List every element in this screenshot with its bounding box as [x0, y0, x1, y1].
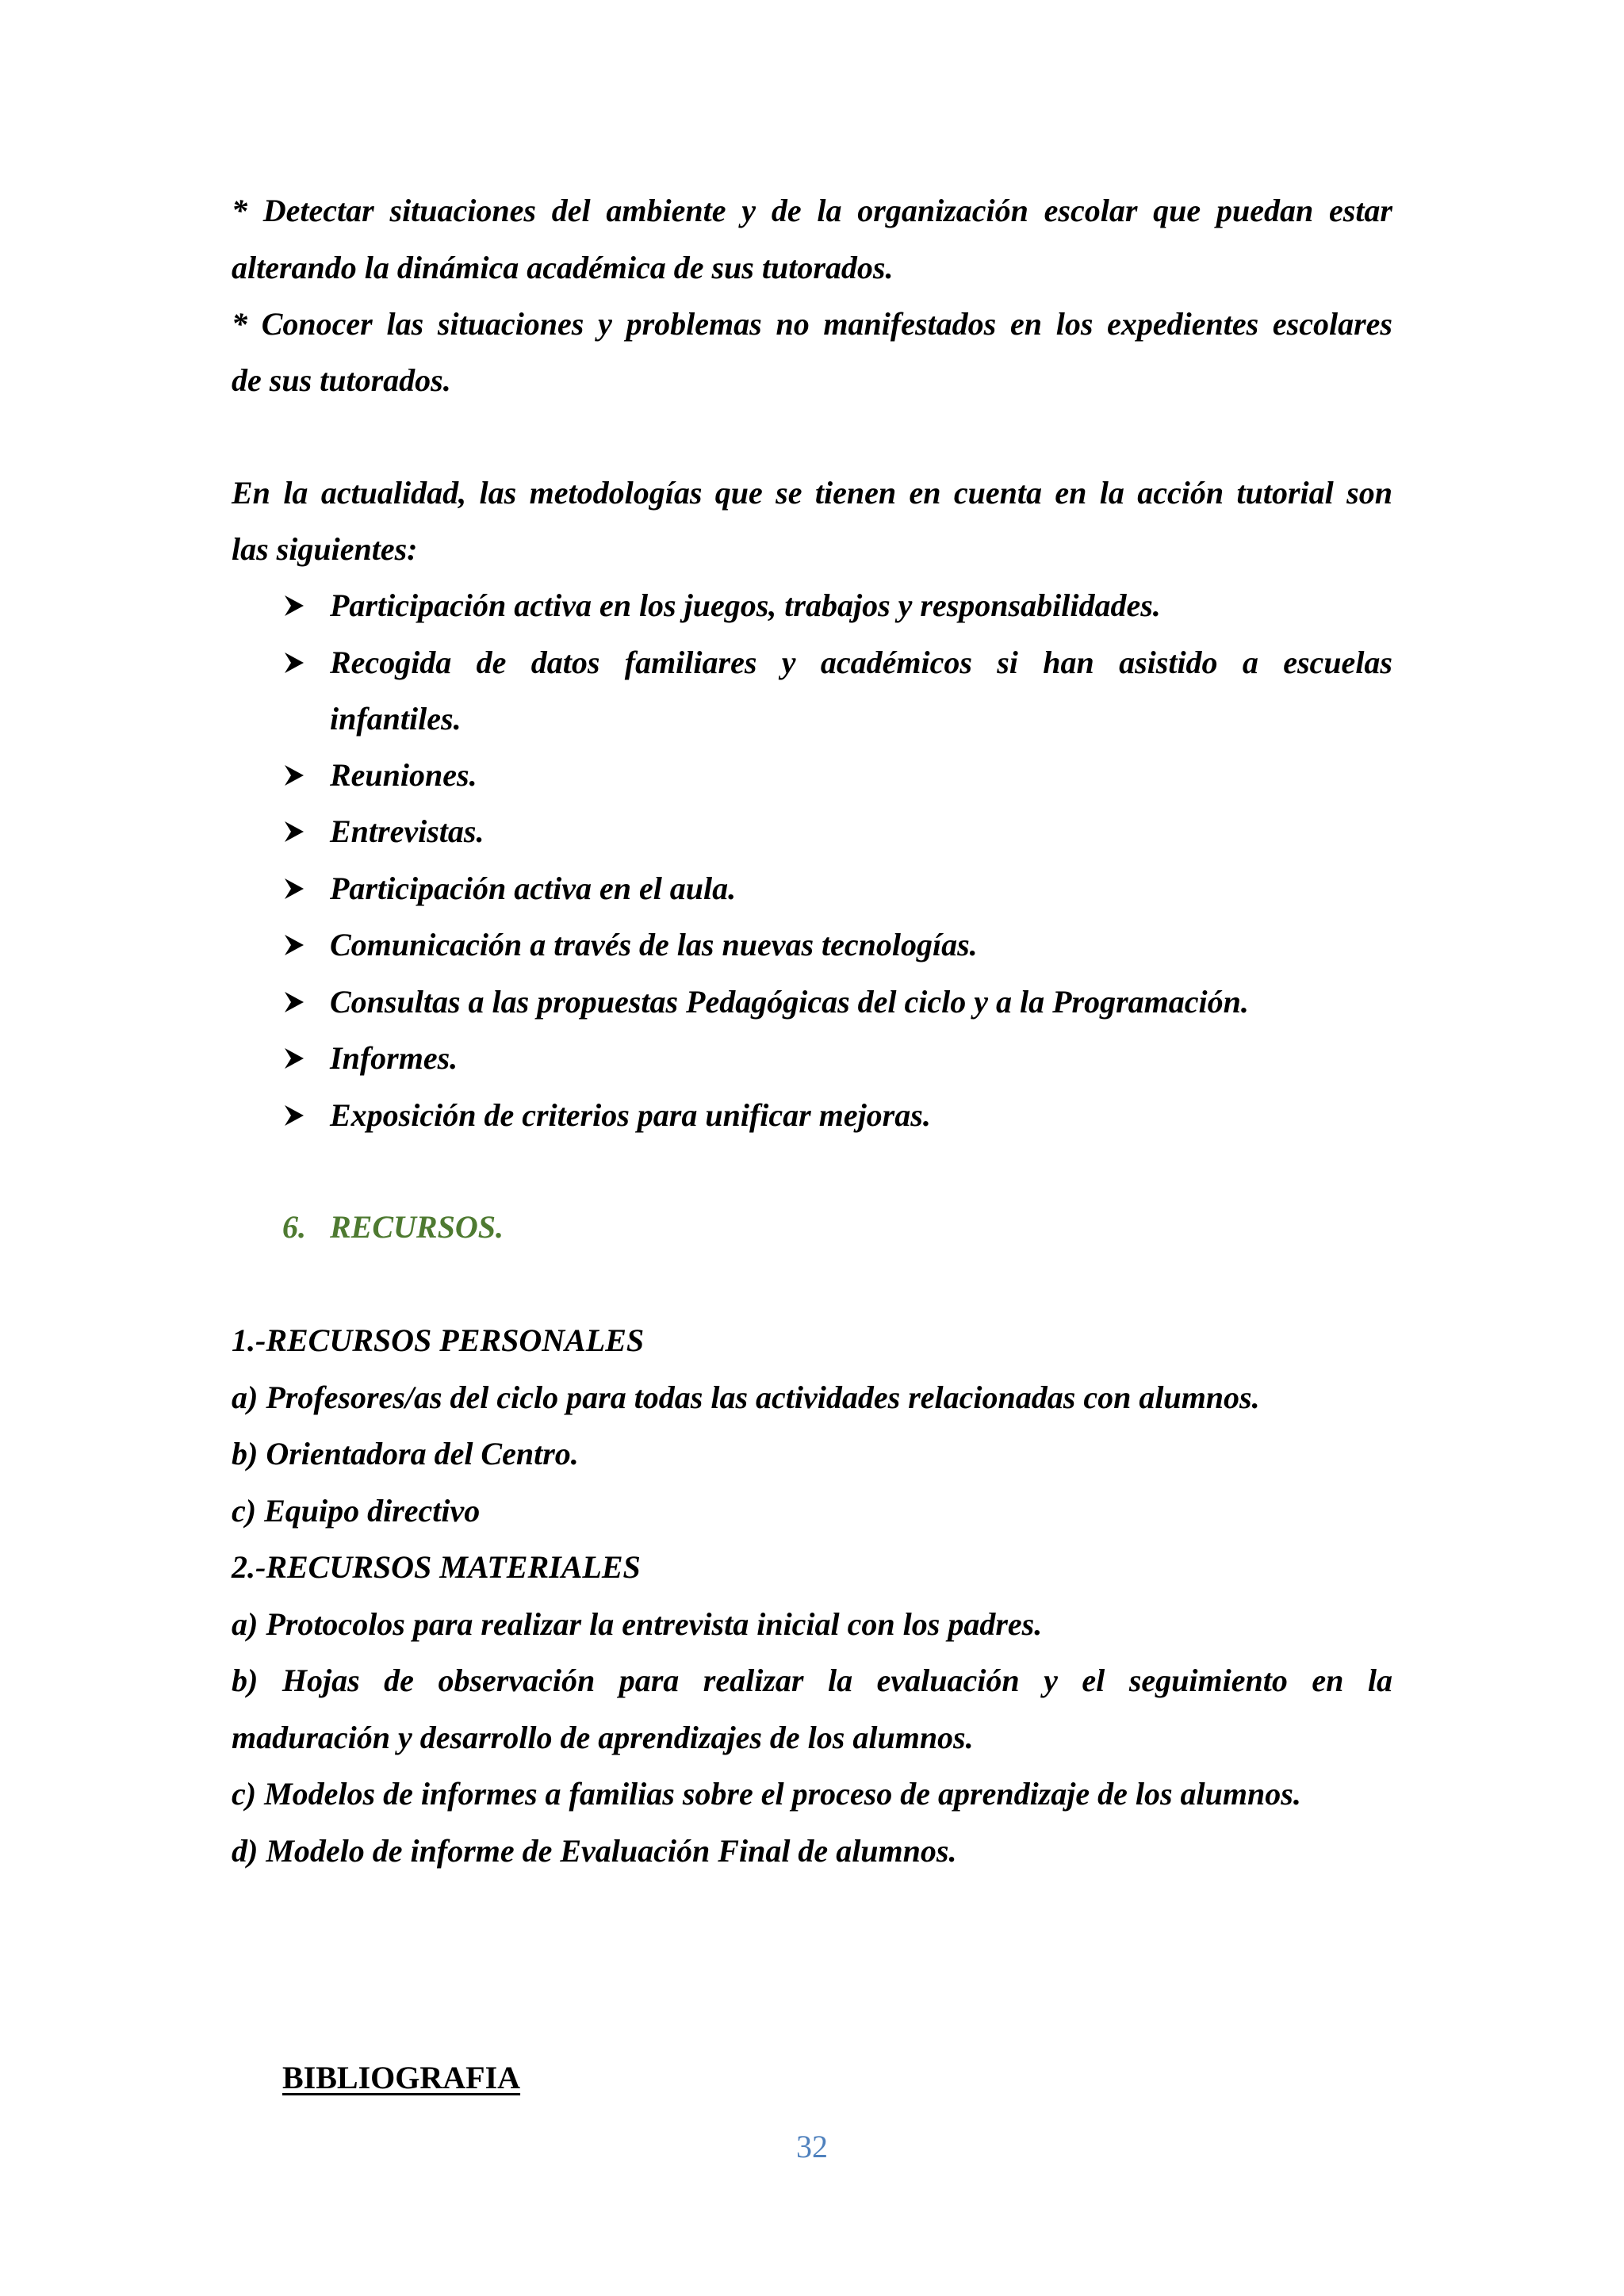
arrow-bullet-icon: [282, 763, 306, 787]
intro-line-1: * Detectar situaciones del ambiente y de la organización escolar que puedan estar: [232, 193, 1392, 228]
material-resource-item: d) Modelo de informe de Evaluación Final de alumnos.: [232, 1833, 957, 1869]
material-resource-item: a) Protocolos para realizar la entrevista inicial con los padres.: [232, 1606, 1043, 1642]
methodology-item: Participación activa en el aula.: [330, 871, 737, 906]
material-resource-item: b) Hojas de observación para realizar la evaluación y el seguimiento en la: [232, 1663, 1392, 1698]
methodology-item-continuation: infantiles.: [330, 701, 462, 737]
personal-resource-item: c) Equipo directivo: [232, 1493, 481, 1529]
arrow-bullet-icon: [282, 1047, 306, 1070]
arrow-bullet-icon: [282, 820, 306, 844]
methodology-item: Recogida de datos familiares y académicos si han asistido a escuelas: [330, 645, 1392, 680]
methodology-item: Reuniones.: [330, 757, 477, 793]
section-heading: [282, 1199, 504, 1256]
section-number: 6.: [282, 1209, 306, 1245]
material-resources-heading: 2.-RECURSOS MATERIALES: [232, 1549, 641, 1585]
personal-resource-item: b) Orientadora del Centro.: [232, 1436, 579, 1471]
material-resource-item-continuation: maduración y desarrollo de aprendizajes de los alumnos.: [232, 1720, 974, 1755]
intro-line-3: * Conocer las situaciones y problemas no manifestados en los expedientes escolares: [232, 306, 1392, 342]
arrow-bullet-icon: [282, 877, 306, 901]
personal-resources-heading: 1.-RECURSOS PERSONALES: [232, 1322, 645, 1358]
arrow-bullet-icon: [282, 1104, 306, 1127]
methodology-item: Entrevistas.: [330, 813, 485, 849]
arrow-bullet-icon: [282, 933, 306, 957]
methodologies-intro-line-2: las siguientes:: [232, 531, 418, 567]
bibliography-heading: BIBLIOGRAFIA: [282, 2060, 521, 2095]
intro-line-4: de sus tutorados.: [232, 362, 451, 398]
methodology-item: Informes.: [330, 1040, 458, 1076]
methodology-item: Consultas a las propuestas Pedagógicas del ciclo y a la Programación.: [330, 984, 1249, 1020]
page-number: 32: [796, 2129, 828, 2164]
arrow-bullet-icon: [282, 990, 306, 1014]
arrow-bullet-icon: [282, 594, 306, 618]
methodologies-intro-line-1: En la actualidad, las metodologías que se tienen en cuenta en la acción tutorial son: [232, 475, 1392, 511]
methodology-item: Participación activa en los juegos, trabajos y responsabilidades.: [330, 587, 1161, 623]
section-title: RECURSOS.: [330, 1209, 504, 1245]
methodology-item: Comunicación a través de las nuevas tecnologías.: [330, 927, 978, 962]
intro-line-2: alterando la dinámica académica de sus tutorados.: [232, 250, 894, 285]
material-resource-item: c) Modelos de informes a familias sobre el proceso de aprendizaje de los alumnos.: [232, 1776, 1301, 1812]
methodology-item: Exposición de criterios para unificar mejoras.: [330, 1097, 931, 1133]
personal-resource-item: a) Profesores/as del ciclo para todas las actividades relacionadas con alumnos.: [232, 1380, 1260, 1415]
arrow-bullet-icon: [282, 651, 306, 675]
